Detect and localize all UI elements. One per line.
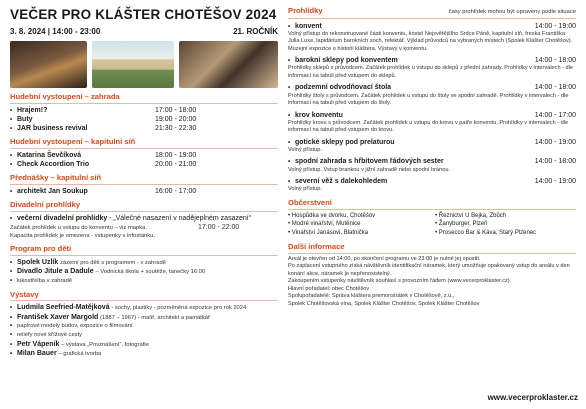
list-item: • František Xaver Margold (1887 – 1967) - malíř, architekt a památkář bbox=[10, 313, 210, 321]
list-item: • Ludmila Seefried-Matějková - sochy, plastiky - pozměněná expozice pro rok 2024 bbox=[10, 304, 247, 312]
food-list bbox=[288, 212, 576, 238]
list-item: • Spolek Uzlík zázemí pro děti s programem - v zahradě bbox=[10, 258, 166, 266]
info-text: Areál je otevřen od 14:00, po skončení programu ve 23:00 je nutné jej opustit. Po zaplacení vstupného získá návštěvník identifikační náramek, který umožňuje opakovaný vstup do areálu v den konání akce, náramek je nepřenosistelný. Zakoupením vstupenky návštěvník souhlasí s provozním řádem (www.vecerproklaster.cz). Hlavní pořadatel: obec Chotěšov Spolupořadatelé: Správa kláštera premonstrátek v Chotěšově, z.ú., Spolek Chotěšovská vína, Spolek Klášter Chotěšov, Spolek Klášter Chotěšov bbox=[288, 255, 570, 307]
photo-theatre bbox=[179, 41, 278, 88]
photo-concert bbox=[10, 41, 87, 88]
page-title: VEČER PRO KLÁŠTER CHOTĚŠOV 2024 bbox=[10, 7, 277, 22]
theatre-capacity: Kapacita prohlídek je omezena - vstupenky v infostánku. bbox=[10, 232, 156, 239]
music-garden-heading: Hudební vystoupení – zahrada bbox=[10, 92, 278, 104]
list-item: • architekt Jan Soukup 16:00 - 17:00 bbox=[10, 187, 197, 195]
website-link[interactable]: www.vecerproklaster.cz bbox=[487, 392, 578, 402]
list-item: • Modré vinařství, Mutěnice bbox=[288, 221, 361, 228]
tour-item: • barokní sklepy pod konventem 14:00 - 18:00 Prohlídky sklepů s průvodcem. Začátek prohlídek u vstupu do sklepů z přední zahrady. Prohlídky v intervalech - dle informací na tabuli před vstupem do sklepů. bbox=[288, 57, 576, 79]
tours-header bbox=[288, 6, 576, 19]
right-column bbox=[288, 6, 576, 308]
edition-badge: 21. ROČNÍK bbox=[233, 26, 278, 36]
list-item: • Katarina Ševčíková 18:00 - 19:00 bbox=[10, 151, 197, 159]
photo-strip bbox=[10, 41, 278, 88]
tour-item: • severní věž s dalekohledem 14:00 - 19:00 Volný přístup. bbox=[288, 178, 576, 193]
list-item: • Buty 19:00 - 20:00 bbox=[10, 115, 197, 123]
date-time: 3. 8. 2024 | 14:00 - 23:00 bbox=[10, 26, 101, 36]
kids-heading: Program pro děti bbox=[10, 244, 278, 256]
theatre-line: Začátek prohlídek u vstupu do konventu – viz mapka. 17:00 - 22:00 bbox=[10, 224, 240, 232]
tour-item: • gotické sklepy pod prelaturou 14:00 - 19:00 Volný přístup. bbox=[288, 138, 576, 153]
tour-item: • konvent 14:00 - 19:00 Volný přístup do rekonstruované části konventu, kostel Nejsvětějšího Srdce Páně, kapitulní síň, freska Františka Julia Luxe, lapidárium barokních soch, refektář. Výklad průvodců na vybraných místech (Spolek Klášter Chotěšov). Muzejní expozice o historii kláštera. Výstavy v konventu. bbox=[288, 22, 576, 52]
list-item: • Prosecco Bar & Káva, Starý Plzenec bbox=[435, 229, 537, 236]
tour-item: • spodní zahrada s hřbitovem řádových sester 14:00 - 18:00 Volný přístup. Vstup brankou v jižní zahradě nebo spodní bránou. bbox=[288, 158, 576, 173]
list-item: • Petr Vápeník – výstava „Povznášení“, fotografie bbox=[10, 340, 149, 348]
list-item: • Vinařství Janásovi, Blatnička bbox=[288, 229, 369, 236]
photo-monastery bbox=[92, 41, 173, 88]
left-column bbox=[10, 6, 278, 359]
list-item: • papírové modely budov, expozice o filmování bbox=[10, 322, 133, 330]
theatre-item: • večerní divadelní prohlídky - „Válečné nasazení v nadějeplném zasazení“ bbox=[10, 214, 252, 222]
theatre-heading: Divadelní prohlídky bbox=[10, 200, 278, 212]
tours-note: časy prohlídek mohou být upraveny podle situace bbox=[448, 9, 576, 15]
exhibits-heading: Výstavy bbox=[10, 290, 278, 302]
music-chapter-list bbox=[10, 151, 278, 169]
food-heading: Občerstvení bbox=[288, 198, 576, 210]
list-item: • Hrajem!? 17:00 - 18:00 bbox=[10, 106, 197, 114]
music-garden-list bbox=[10, 106, 278, 133]
tour-item: • podzemní odvodňovací štola 14:00 - 18:00 Prohlídky štoly s průvodcem. Začátek prohlídek u vstupu do štoly ve spodní zahradě. Prohlídky v intervalech - dle informací na tabuli před vstupem do štoly. bbox=[288, 84, 576, 107]
list-item: • reliéfy nové křížové cesty bbox=[10, 331, 83, 338]
list-item: • Divadlo Jitule a Dadule – Vodnická škola + soutěže, tanečky 16:00 bbox=[10, 268, 206, 276]
list-item: • Hospůdka ve dvorku, Chotěšov bbox=[288, 212, 376, 219]
tours-heading: Prohlídky bbox=[288, 6, 323, 15]
list-item: • Řeznictví U Bejka, Zbůch bbox=[435, 212, 507, 219]
list-item: • Žanyburger, Plzeň bbox=[435, 221, 488, 228]
date-row bbox=[10, 27, 278, 37]
list-item: • Check Accordion Trio 20:00 - 21:00 bbox=[10, 161, 197, 169]
list-item: • JAR business revival 21:30 - 22:30 bbox=[10, 124, 197, 132]
info-heading: Další informace bbox=[288, 242, 576, 254]
tour-item: • krov konventu 14:00 - 17:00 Prohlídky krovu s průvodcem. Začátek prohlídek u vstupu do krovu v patře konventu. Prohlídky v intervalech - dle informací na tabuli před vstupem do krovu. bbox=[288, 111, 576, 134]
lectures-heading: Přednášky – kapitulní síň bbox=[10, 173, 278, 185]
list-item: • Milan Bauer – grafická tvorba bbox=[10, 350, 102, 358]
list-item: • lukostřelba v zahradě bbox=[10, 277, 73, 285]
music-chapter-heading: Hudební vystoupení – kapitulní síň bbox=[10, 137, 278, 149]
